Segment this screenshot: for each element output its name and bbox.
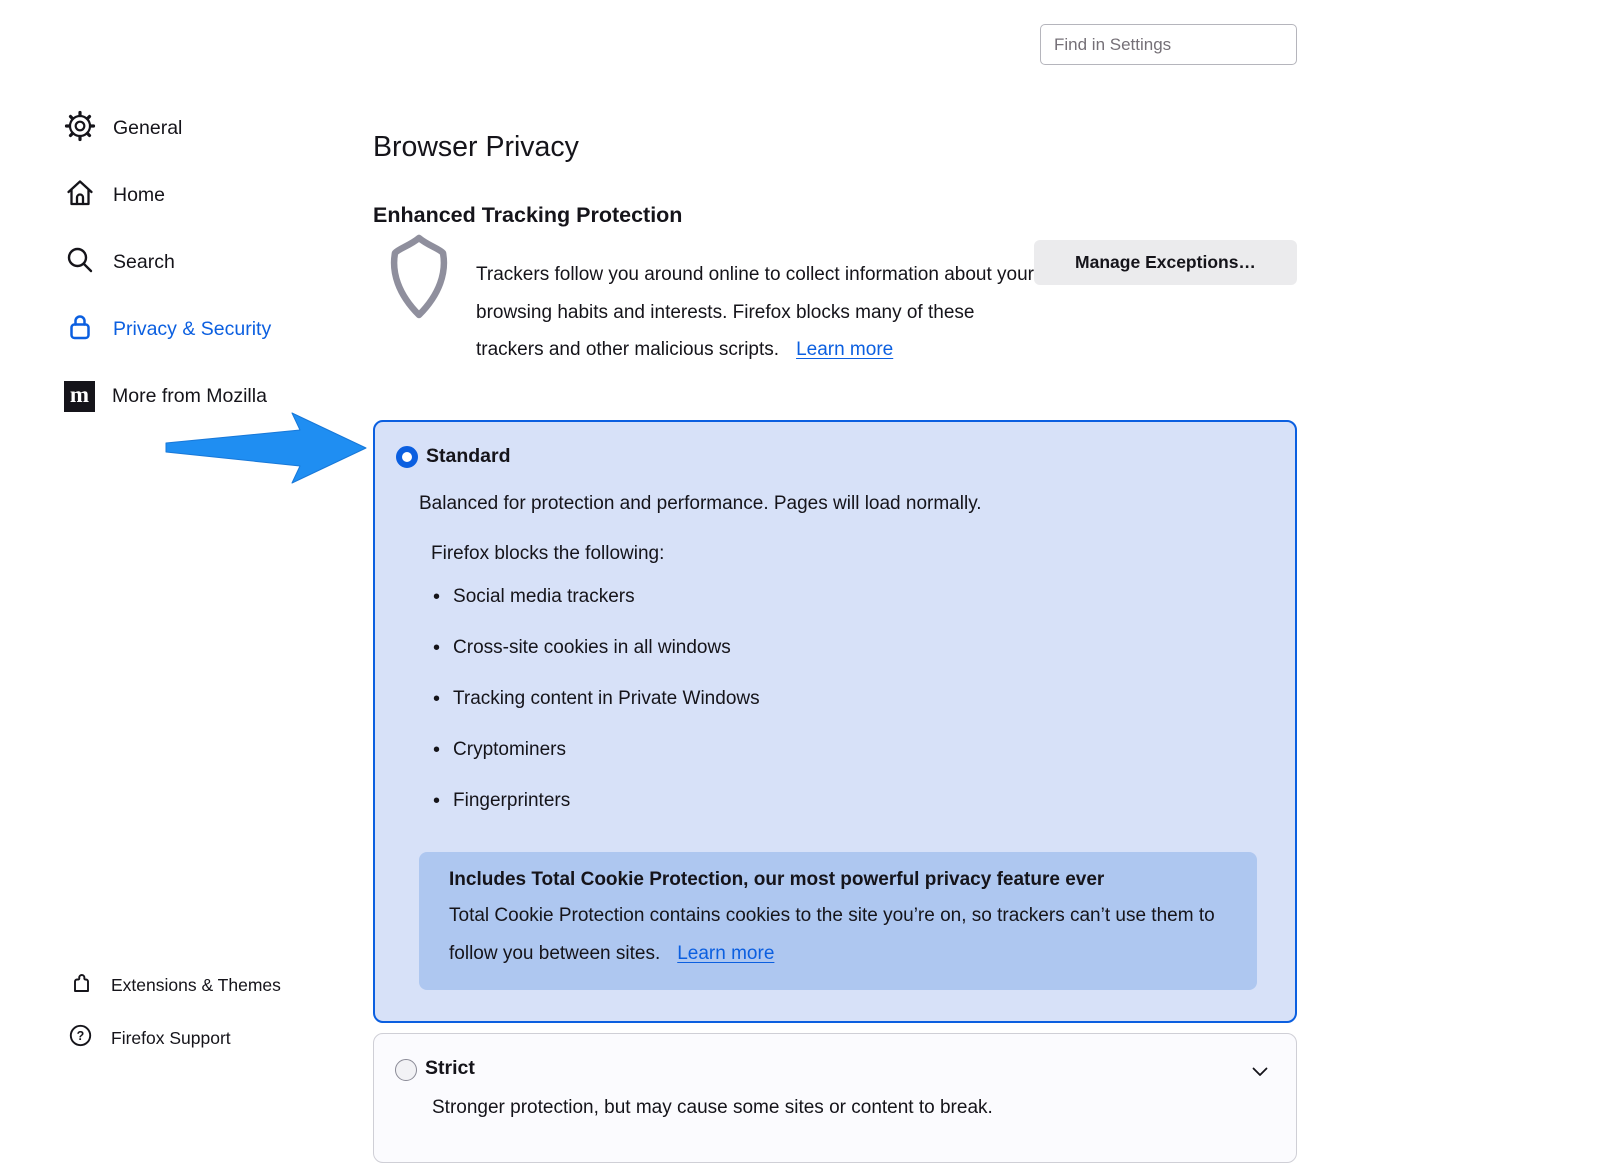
callout-body-text: Total Cookie Protection contains cookies to the site you’re on, so trackers can’t use them to follow you between sites. [449, 905, 1215, 964]
strict-radio[interactable] [395, 1059, 417, 1081]
gear-icon [64, 110, 96, 147]
etp-learn-more-link[interactable]: Learn more [796, 339, 894, 360]
sidebar-item-search[interactable] [64, 245, 271, 279]
callout-learn-more-link[interactable]: Learn more [677, 942, 775, 964]
puzzle-icon [68, 970, 93, 1000]
standard-description: Balanced for protection and performance. Pages will load normally. [419, 493, 982, 514]
callout-title: Includes Total Cookie Protection, our most powerful privacy feature ever [449, 869, 1105, 890]
sidebar-item-label: More from Mozilla [112, 384, 267, 407]
sidebar-item-home[interactable] [64, 178, 271, 212]
shield-icon [382, 233, 456, 326]
sidebar-item-general[interactable] [64, 111, 271, 145]
standard-label[interactable]: Standard [426, 445, 511, 467]
settings-sidebar [64, 111, 271, 446]
page-title: Browser Privacy [373, 131, 579, 164]
list-item: • Cryptominers [433, 739, 760, 761]
mozilla-icon: m [64, 381, 95, 412]
find-in-settings-input[interactable] [1040, 24, 1297, 65]
section-title: Enhanced Tracking Protection [373, 202, 683, 227]
standard-radio[interactable] [396, 446, 418, 468]
strict-option-card [373, 1033, 1297, 1163]
list-item: • Social media trackers [433, 586, 760, 608]
sidebar-item-label: General [113, 116, 183, 139]
annotation-arrow-icon [162, 410, 372, 493]
sidebar-footer [68, 968, 281, 1074]
svg-text:?: ? [76, 1029, 85, 1043]
list-item: • Fingerprinters [433, 790, 760, 812]
sidebar-item-firefox-support[interactable] [68, 1021, 281, 1055]
help-icon [68, 1023, 93, 1053]
strict-description: Stronger protection, but may cause some sites or content to break. [432, 1097, 993, 1118]
sidebar-item-label: Home [113, 183, 166, 206]
blocks-intro: Firefox blocks the following: [431, 543, 665, 564]
sidebar-item-more-from-mozilla[interactable] [64, 379, 271, 413]
home-icon [64, 177, 96, 214]
etp-description [476, 256, 1038, 369]
lock-icon [64, 311, 96, 348]
callout-body [449, 897, 1227, 972]
footer-item-label: Extensions & Themes [111, 974, 281, 995]
sidebar-item-label: Search [113, 250, 175, 273]
search-icon [64, 244, 96, 281]
footer-item-label: Firefox Support [111, 1027, 231, 1048]
standard-option-card [373, 420, 1297, 1023]
total-cookie-protection-callout [419, 852, 1257, 990]
blocked-items-list [433, 586, 760, 841]
strict-label[interactable]: Strict [425, 1057, 475, 1079]
chevron-down-icon[interactable] [1251, 1065, 1269, 1083]
sidebar-item-extensions-themes[interactable] [68, 968, 281, 1002]
sidebar-item-privacy-security[interactable] [64, 312, 271, 346]
manage-exceptions-button[interactable]: Manage Exceptions… [1034, 240, 1297, 285]
list-item: • Cross-site cookies in all windows [433, 637, 760, 659]
sidebar-item-label: Privacy & Security [113, 317, 272, 340]
list-item: • Tracking content in Private Windows [433, 688, 760, 710]
etp-description-text: Trackers follow you around online to collect information about your browsing habits and interests. Firefox blocks many of these trackers and other malicious scripts. [476, 264, 1034, 360]
